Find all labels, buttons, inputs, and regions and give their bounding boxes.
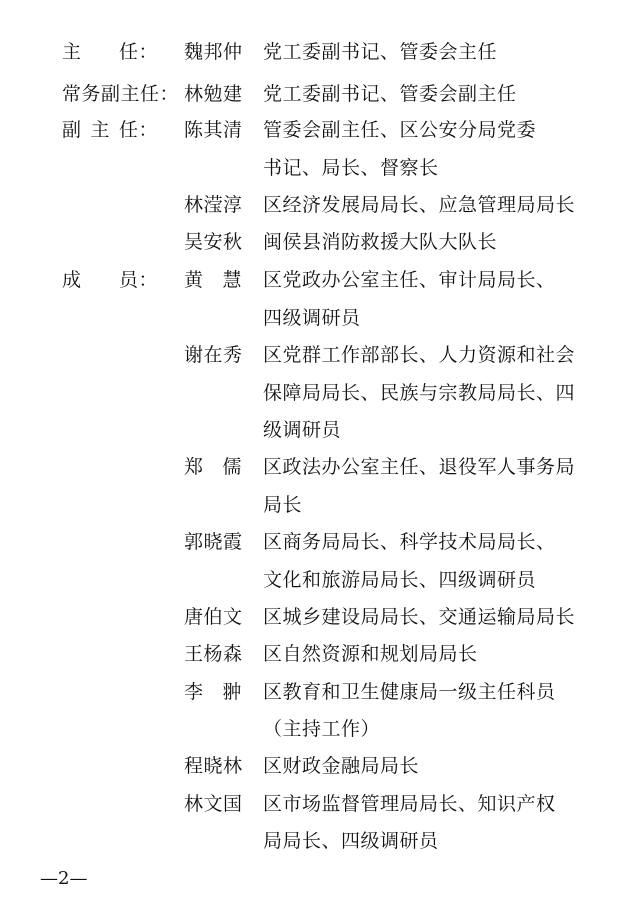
member-title-continued: 级调研员	[263, 419, 342, 441]
member-title: 区商务局局长、科学技术局局长、	[263, 531, 556, 553]
member-name	[184, 680, 242, 704]
member-title: 区财政金融局局长	[263, 755, 420, 777]
role-label-part: 任：	[118, 119, 158, 141]
role-label-part: 员：	[118, 269, 158, 291]
role-label-director	[62, 40, 158, 64]
role-label-part: 任：	[118, 41, 158, 63]
member-title: 区城乡建设局局长、交通运输局局长	[263, 606, 576, 628]
member-title-continued: 四级调研员	[263, 307, 361, 329]
member-title: 管委会副主任、区公安分局党委	[263, 119, 537, 141]
member-title: 区市场监督管理局局长、知识产权	[263, 793, 556, 815]
member-title-continued: 保障局局长、民族与宗教局局长、四	[263, 382, 576, 404]
member-title: 闽侯县消防救援大队大队长	[263, 231, 498, 253]
member-title: 区政法办公室主任、退役军人事务局	[263, 456, 576, 478]
member-name	[184, 455, 242, 479]
member-title: 党工委副书记、管委会主任	[263, 41, 498, 63]
member-name: 魏邦仲	[184, 41, 243, 63]
member-title: 区自然资源和规划局局长	[263, 643, 478, 665]
member-title: 区党政办公室主任、审计局局长、	[263, 269, 556, 291]
role-label-part: 副	[62, 119, 82, 141]
member-name: 吴安秋	[184, 231, 243, 253]
member-name-part: 郑	[184, 456, 204, 478]
member-name: 王杨森	[184, 643, 243, 665]
role-label-part: 主	[90, 119, 110, 141]
role-label-deputy	[62, 118, 158, 142]
role-label-executive-deputy: 常务副主任：	[62, 83, 180, 105]
member-name-part: 李	[184, 681, 204, 703]
member-name: 郭晓霞	[184, 531, 243, 553]
member-name: 唐伯文	[184, 606, 243, 628]
member-title: 区经济发展局局长、应急管理局局长	[263, 194, 576, 216]
role-label-members	[62, 268, 158, 292]
member-title-continued: 局局长、四级调研员	[263, 830, 439, 852]
member-name-part: 慧	[222, 269, 242, 291]
member-name: 谢在秀	[184, 344, 243, 366]
page-number: —2—	[40, 868, 88, 889]
member-title-continued: （主持工作）	[263, 718, 381, 740]
member-name: 林勉建	[184, 83, 243, 105]
member-name: 林滢淳	[184, 194, 243, 216]
member-name	[184, 268, 242, 292]
member-name-part: 黄	[184, 269, 204, 291]
member-name: 林文国	[184, 793, 243, 815]
member-title: 区党群工作部部长、人力资源和社会	[263, 344, 576, 366]
member-title: 区教育和卫生健康局一级主任科员	[263, 681, 556, 703]
role-label-part: 主	[62, 41, 82, 63]
member-title-continued: 文化和旅游局局长、四级调研员	[263, 569, 537, 591]
member-title: 党工委副书记、管委会副主任	[263, 83, 517, 105]
member-name-part: 儒	[222, 456, 242, 478]
role-label-part: 成	[62, 269, 82, 291]
member-name: 陈其清	[184, 119, 243, 141]
member-title-continued: 书记、局长、督察长	[263, 157, 439, 179]
member-title-continued: 局长	[263, 494, 303, 516]
member-name: 程晓林	[184, 755, 243, 777]
member-name-part: 翀	[222, 681, 242, 703]
